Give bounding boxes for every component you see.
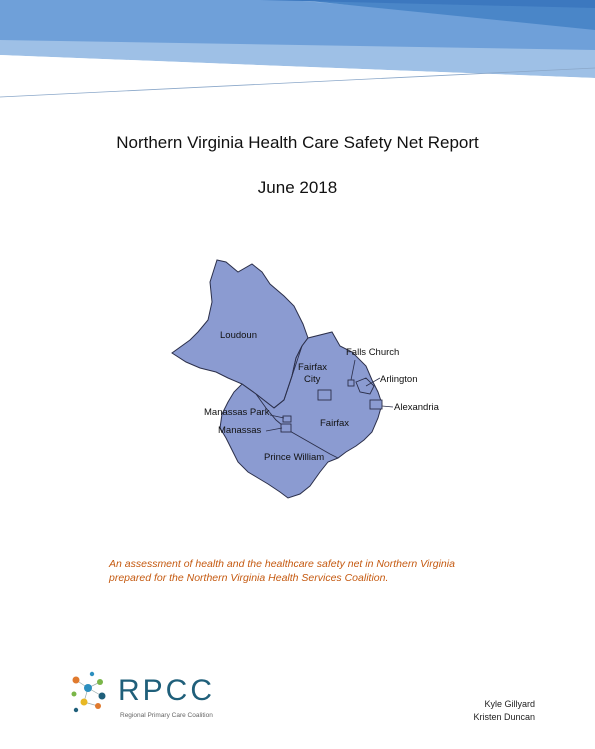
northern-virginia-map xyxy=(160,250,450,505)
manassas-region xyxy=(281,424,291,432)
falls-church-region xyxy=(348,380,354,386)
label-arlington: Arlington xyxy=(380,374,418,385)
label-prince-william: Prince William xyxy=(264,452,325,463)
manassas-park-region xyxy=(283,416,291,422)
alexandria-leader xyxy=(382,406,393,407)
header-banner xyxy=(0,0,595,100)
label-falls-church: Falls Church xyxy=(346,347,400,358)
description-line-1: An assessment of health and the healthcare safety net in Northern Virginia xyxy=(109,558,455,570)
logo-full-name: Regional Primary Care Coalition xyxy=(120,712,213,719)
label-manassas: Manassas xyxy=(218,425,262,436)
label-manassas-park: Manassas Park xyxy=(204,407,270,418)
network-dots-icon xyxy=(66,668,112,718)
report-date: June 2018 xyxy=(257,178,338,197)
authors xyxy=(473,698,535,724)
label-loudoun: Loudoun xyxy=(220,330,257,341)
label-fairfax-city-line1: Fairfax xyxy=(298,362,328,373)
report-description xyxy=(109,557,529,585)
rpcc-logo xyxy=(66,668,266,728)
author-1: Kyle Gillyard xyxy=(484,699,535,709)
report-title: Northern Virginia Health Care Safety Net Report xyxy=(116,133,479,152)
label-fairfax: Fairfax xyxy=(320,418,350,429)
author-2: Kristen Duncan xyxy=(473,712,535,722)
logo-name: RPCC xyxy=(118,674,216,707)
description-line-2: prepared for the Northern Virginia Health Services Coalition. xyxy=(109,572,389,584)
alexandria-region xyxy=(370,400,382,409)
label-fairfax-city-line2: City xyxy=(304,374,321,385)
fairfax-city-region xyxy=(318,390,331,400)
label-alexandria: Alexandria xyxy=(394,402,439,413)
